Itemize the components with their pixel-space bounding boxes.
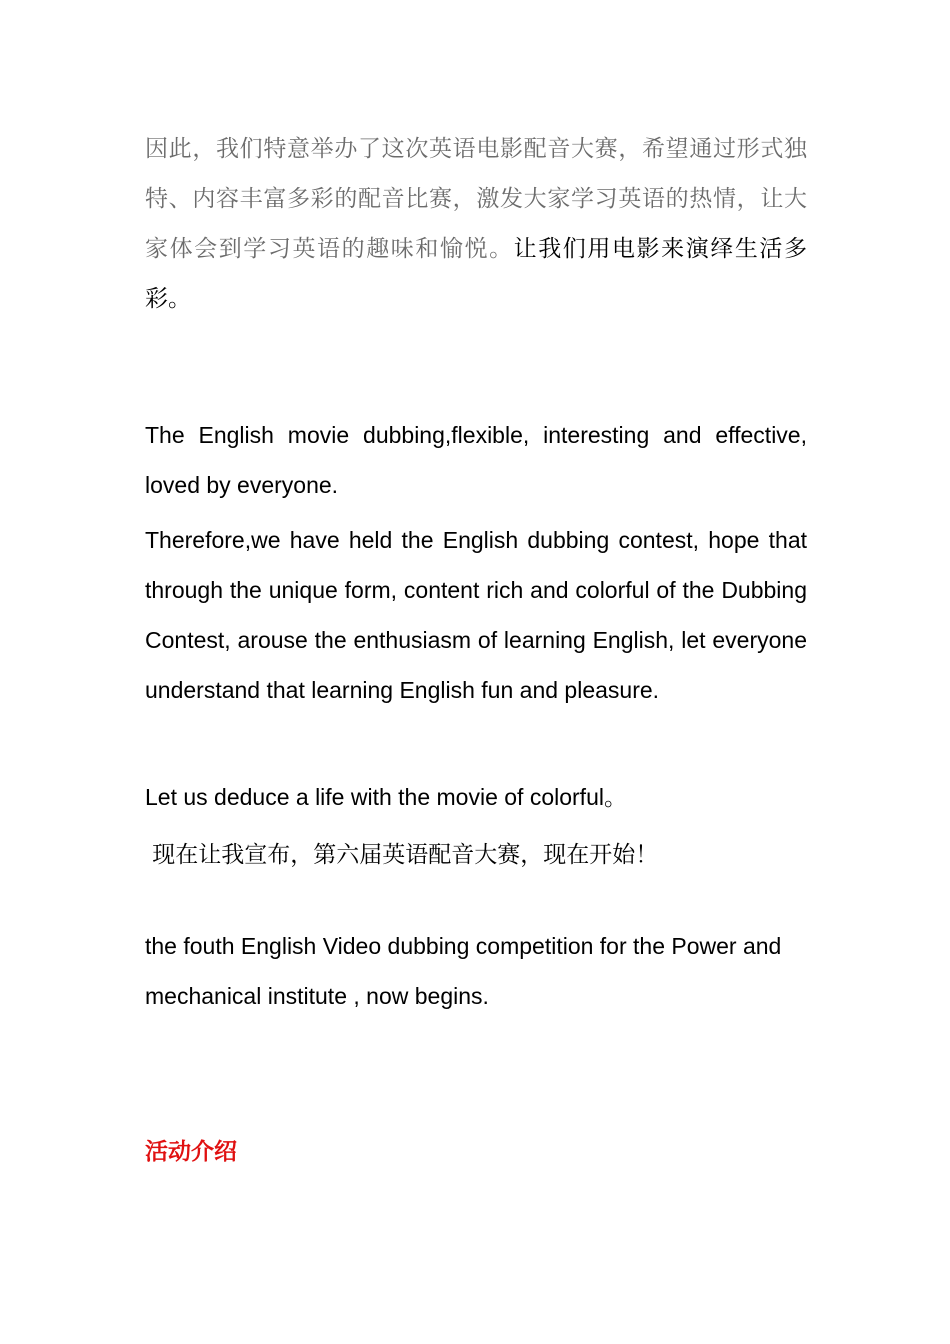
- intro-english-paragraph-2: Therefore,we have held the English dubbing contest, hope that through the unique form, content rich and colorful of the Dubbing Contest, arouse the enthusiasm of learning English, let everyone understand that learning English fun and pleasure.: [145, 527, 807, 703]
- intro-chinese-black-text: 让我们用电影来演绎生活多彩。: [145, 236, 808, 312]
- announcement-chinese: 现在让我宣布，第六届英语配音大赛，现在开始！: [145, 842, 659, 868]
- announcement-english: the fouth English Video dubbing competition for the Power and mechanical institute , now begins.: [145, 933, 782, 1009]
- intro-english-paragraph-1: The English movie dubbing,flexible, interesting and effective, loved by everyone.: [145, 422, 807, 498]
- intro-english-paragraph-3: Let us deduce a life with the movie of colorful。: [145, 784, 627, 810]
- intro-chinese-paragraph: [145, 124, 807, 324]
- intro-chinese-gray-text: 因此，我们特意举办了这次英语电影配音大赛，希望通过形式独特、内容丰富多彩的配音比赛，激发大家学习英语的热情，让大家体会到学习英语的趣味和愉悦。: [145, 136, 807, 262]
- section-heading: 活动介绍: [145, 1138, 237, 1165]
